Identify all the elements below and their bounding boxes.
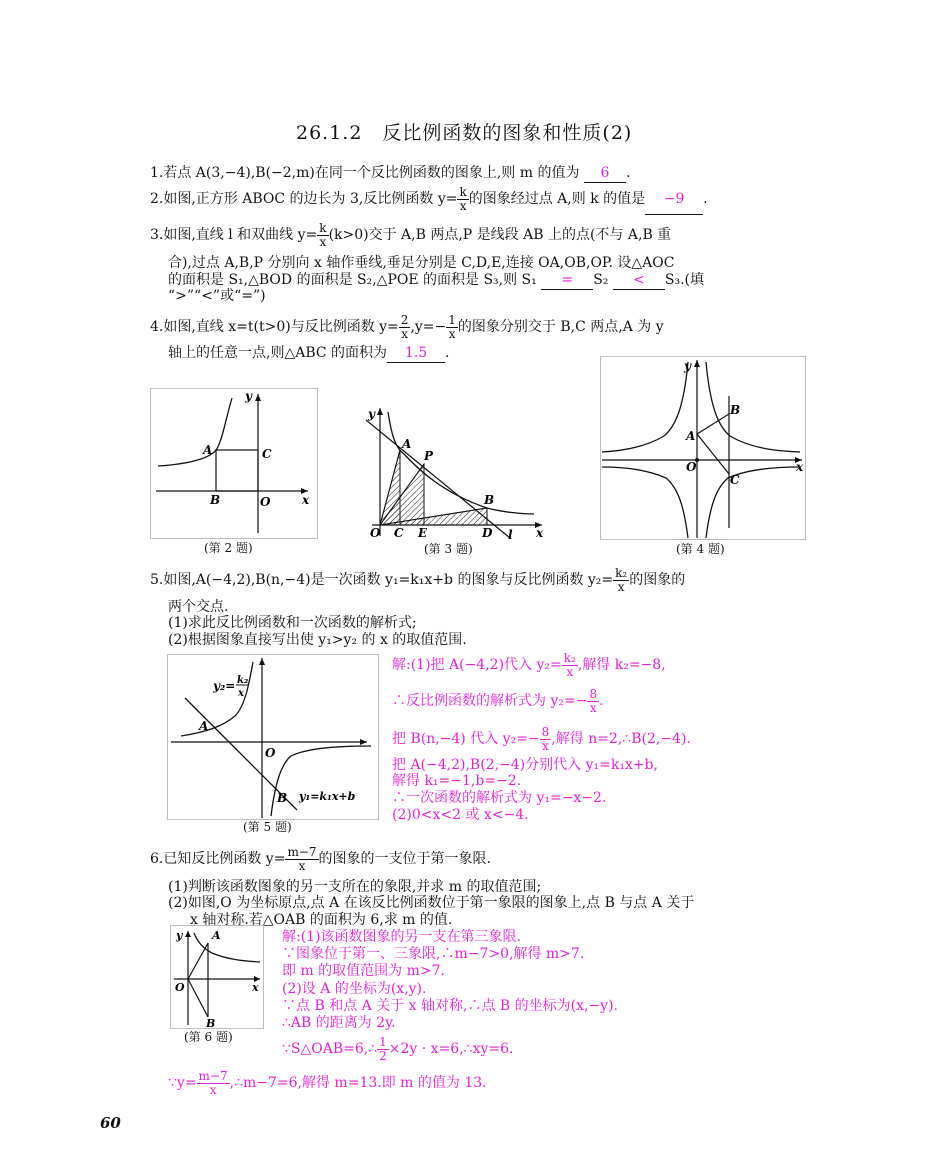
q5-sol-1-post: ,解得 k₂=−8, <box>577 657 666 673</box>
fraction-numerator: k₂ <box>615 565 628 580</box>
fig2-label-y: y <box>245 389 252 403</box>
fraction-denominator: x <box>459 198 467 213</box>
figure-3-caption: (第 3 题) <box>424 542 473 556</box>
q6-sol-7-post: ×2y · x=6,∴xy=6. <box>388 1041 514 1057</box>
fig4-label-O: O <box>686 460 697 474</box>
fraction-denominator: x <box>298 858 306 873</box>
q6-sol-step-2: ∵图象位于第一、三象限,∴m−7>0,解得 m>7. <box>282 946 585 962</box>
question-3-line-4: “>”“<”或“=”) <box>168 288 266 304</box>
fig4-label-B: B <box>730 403 741 417</box>
q5-sol-step-7: (2)0<x<2 或 x<−4. <box>392 807 529 823</box>
question-3-fraction <box>317 222 328 249</box>
question-3-answer-2: < <box>613 271 665 290</box>
q5-sol-2-pre: ∴反比例函数的解析式为 y₂=− <box>392 693 588 709</box>
q5-sol-step-3 <box>392 724 691 754</box>
fraction-denominator: x <box>209 1082 217 1097</box>
question-2-answer: −9 <box>645 184 703 215</box>
figure-2 <box>150 388 318 555</box>
q5-sol-3-pre: 把 B(n,−4) 代入 y₂=− <box>392 731 540 747</box>
q5-sol-step-6: ∴一次函数的解析式为 y₁=−x−2. <box>392 790 607 806</box>
fraction-numerator: 1 <box>448 312 456 327</box>
fraction-numerator: 8 <box>541 724 550 739</box>
figure-4-graph <box>600 356 806 540</box>
figure-6 <box>170 925 266 1047</box>
fig4-label-y: y <box>684 359 691 373</box>
figure-3-graph <box>362 398 552 540</box>
question-6-fraction <box>285 846 318 873</box>
question-3-line-2: 合),过点 A,B,P 分别向 x 轴作垂线,垂足分别是 C,D,E,连接 OA,OB,OP. 设△AOC <box>168 255 675 271</box>
question-1-text: 1.若点 A(3,−4),B(−2,m)在同一个反比例函数的图象上,则 m 的值为 <box>150 165 580 181</box>
fraction-numerator: k <box>459 184 467 199</box>
q6-sol-8-pre: ∵y= <box>168 1075 197 1091</box>
q5-sol-2-post: . <box>599 693 604 709</box>
question-6-solution <box>282 928 822 1068</box>
q6-sol-step-3: 即 m 的取值范围为 m>7. <box>282 963 445 979</box>
fraction-numerator: k₂ <box>563 650 576 665</box>
q6-sol-step-4: (2)设 A 的坐标为(x,y). <box>282 981 427 997</box>
fraction-denominator: x <box>589 700 597 715</box>
question-2-end: . <box>703 191 708 207</box>
fig6-label-B: B <box>206 1017 216 1029</box>
q5-sol-2-fraction <box>587 688 599 715</box>
fig5-label-x: x <box>238 688 244 699</box>
fig2-label-x: x <box>302 493 310 507</box>
question-1-answer: 6 <box>584 164 626 183</box>
fraction-denominator: x <box>401 326 408 341</box>
fraction-numerator: 1 <box>379 1034 387 1049</box>
figure-4 <box>600 356 806 556</box>
question-2-pre: 2.如图,正方形 ABOC 的边长为 3,反比例函数 y= <box>150 191 458 207</box>
question-6-line-2: (1)判断该函数图象的另一支所在的象限,并求 m 的取值范围; <box>168 879 542 895</box>
question-5-line-3: (1)求此反比例函数和一次函数的解析式; <box>168 615 417 631</box>
fig3-label-A: A <box>402 437 412 451</box>
question-5-line-4: (2)根据图象直接写出使 y₁>y₂ 的 x 的取值范围. <box>168 632 467 648</box>
fig3-label-l: l <box>508 528 513 540</box>
fig3-label-P: P <box>424 449 434 463</box>
fig3-label-B: B <box>484 493 495 507</box>
q6-sol-8-post: ,∴m−7=6,解得 m=13.即 m 的值为 13. <box>229 1075 487 1091</box>
question-4-text: 轴上的任意一点,则△ABC 的面积为 <box>168 345 388 361</box>
question-2-post: 的图象经过点 A,则 k 的值是 <box>468 191 646 207</box>
question-1 <box>150 164 630 183</box>
question-5-post: 的图象的 <box>629 572 686 588</box>
q6-sol-step-5: ∵点 B 和点 A 关于 x 轴对称,∴点 B 的坐标为(x,−y). <box>282 998 618 1014</box>
fig3-label-C: C <box>394 526 404 540</box>
figure-4-caption: (第 4 题) <box>676 542 725 556</box>
fig5-label-A: A <box>199 719 209 733</box>
fig5-label-y1: y₁=k₁x+b <box>299 790 356 803</box>
question-5-pre: 5.如图,A(−4,2),B(n,−4)是一次函数 y₁=k₁x+b 的图象与反比例函数 y₂= <box>150 572 614 588</box>
q6-sol-step-8 <box>168 1068 487 1098</box>
question-5-solution <box>392 650 822 830</box>
question-1-end: . <box>625 165 631 181</box>
question-3-text-b: S₂ <box>593 272 609 288</box>
question-5-line-2: 两个交点. <box>168 599 229 615</box>
fraction-denominator: 2 <box>379 1048 387 1063</box>
question-6-pre: 6.已知反比例函数 y= <box>150 851 286 867</box>
question-4-post: 的图象分别交于 B,C 两点,A 为 y <box>457 319 664 335</box>
question-4-answer: 1.5 <box>387 344 445 363</box>
question-5-fraction <box>613 567 629 594</box>
q5-sol-3-fraction <box>540 726 552 753</box>
fig3-label-y: y <box>368 407 375 421</box>
figure-5-caption: (第 5 题) <box>243 820 292 834</box>
q5-sol-step-2 <box>392 686 604 716</box>
figure-3 <box>362 398 552 558</box>
fig4-label-A: A <box>686 429 696 443</box>
q5-sol-3-post: ,解得 n=2,∴B(2,−4). <box>551 731 691 747</box>
fraction-denominator: x <box>566 664 574 679</box>
question-3-text-a: 的面积是 S₁,△BOD 的面积是 S₂,△POE 的面积是 S₃,则 S₁ <box>168 272 537 288</box>
fraction-numerator: 8 <box>589 686 598 701</box>
fig3-label-O: O <box>370 526 381 540</box>
q6-sol-7-fraction <box>377 1036 389 1063</box>
fig5-label-k2: k₂ <box>237 675 249 686</box>
q5-sol-step-4: 把 A(−4,2),B(2,−4)分别代入 y₁=k₁x+b, <box>392 757 658 773</box>
fig3-label-D: D <box>482 526 493 540</box>
q6-sol-step-1: 解:(1)该函数图象的另一支在第三象限. <box>282 929 521 945</box>
question-3-text-c: S₃.(填 <box>664 272 704 288</box>
page-number: 60 <box>100 1114 121 1132</box>
question-5-line-1 <box>150 565 685 595</box>
q5-sol-1-pre: 解:(1)把 A(−4,2)代入 y₂= <box>392 657 562 673</box>
question-2 <box>150 184 708 215</box>
fig6-label-O: O <box>175 981 185 994</box>
figure-6-graph <box>170 925 266 1029</box>
question-4-end: . <box>445 345 450 361</box>
fig3-label-x: x <box>536 526 544 540</box>
figure-5 <box>167 654 379 838</box>
fraction-denominator: x <box>542 738 549 753</box>
fig6-label-x: x <box>252 981 259 994</box>
q6-sol-step-7 <box>282 1034 513 1064</box>
fraction-numerator: m−7 <box>287 844 317 859</box>
question-3-answer-1: = <box>541 271 593 290</box>
question-4-fraction-1 <box>399 314 411 341</box>
fig2-label-O: O <box>260 495 271 509</box>
question-3-pre: 3.如图,直线 l 和双曲线 y= <box>150 227 318 243</box>
question-2-fraction <box>457 186 468 213</box>
fig4-label-x: x <box>796 460 804 474</box>
question-4-line-2 <box>168 344 450 363</box>
fraction-numerator: k <box>319 220 327 235</box>
fig5-label-O: O <box>265 746 276 760</box>
figure-6-caption: (第 6 题) <box>184 1030 233 1044</box>
question-6-line-4: x 轴对称.若△OAB 的面积为 6,求 m 的值. <box>190 912 453 928</box>
question-6-post: 的图象的一支位于第一象限. <box>318 851 491 867</box>
section-title: 26.1.2 反比例函数的图象和性质(2) <box>296 122 633 144</box>
question-6-line-3: (2)如图,O 为坐标原点,点 A 在该反比例函数位于第一象限的图象上,点 B 与点 A 关于 <box>168 895 695 911</box>
fraction-denominator: x <box>617 579 625 594</box>
q6-sol-7-pre: ∵S△OAB=6,∴ <box>282 1041 378 1057</box>
figure-5-graph <box>167 654 379 820</box>
question-4-line-1 <box>150 312 664 342</box>
fig2-label-B: B <box>210 493 221 507</box>
question-3-line-1 <box>150 220 671 250</box>
q5-sol-step-1 <box>392 650 666 680</box>
fig5-label-B: B <box>277 791 288 805</box>
question-4-pre: 4.如图,直线 x=t(t>0)与反比例函数 y= <box>150 319 399 335</box>
q6-sol-8-fraction <box>197 1070 230 1097</box>
question-6-line-1 <box>150 844 491 874</box>
fig4-label-C: C <box>730 473 740 487</box>
q5-sol-1-fraction <box>562 652 578 679</box>
fig2-label-A: A <box>203 443 213 457</box>
fig5-label-y2: y₂= <box>213 679 236 693</box>
fraction-denominator: x <box>319 234 327 249</box>
q6-sol-step-6: ∴AB 的距离为 2y. <box>282 1015 396 1031</box>
fraction-numerator: 2 <box>400 312 409 327</box>
fig2-label-C: C <box>262 447 272 461</box>
q5-sol-step-5: 解得 k₁=−1,b=−2. <box>392 773 522 789</box>
figure-2-caption: (第 2 题) <box>204 541 253 555</box>
question-4-mid: ,y=− <box>410 319 447 335</box>
question-4-fraction-2 <box>446 314 458 341</box>
fig3-label-E: E <box>418 526 428 540</box>
question-3-post: (k>0)交于 A,B 两点,P 是线段 AB 上的点(不与 A,B 重 <box>328 227 672 243</box>
fraction-numerator: m−7 <box>198 1068 228 1083</box>
figure-2-graph <box>150 388 318 548</box>
fig6-label-y: y <box>176 929 183 942</box>
fig6-label-A: A <box>212 929 221 942</box>
fraction-denominator: x <box>448 326 456 341</box>
